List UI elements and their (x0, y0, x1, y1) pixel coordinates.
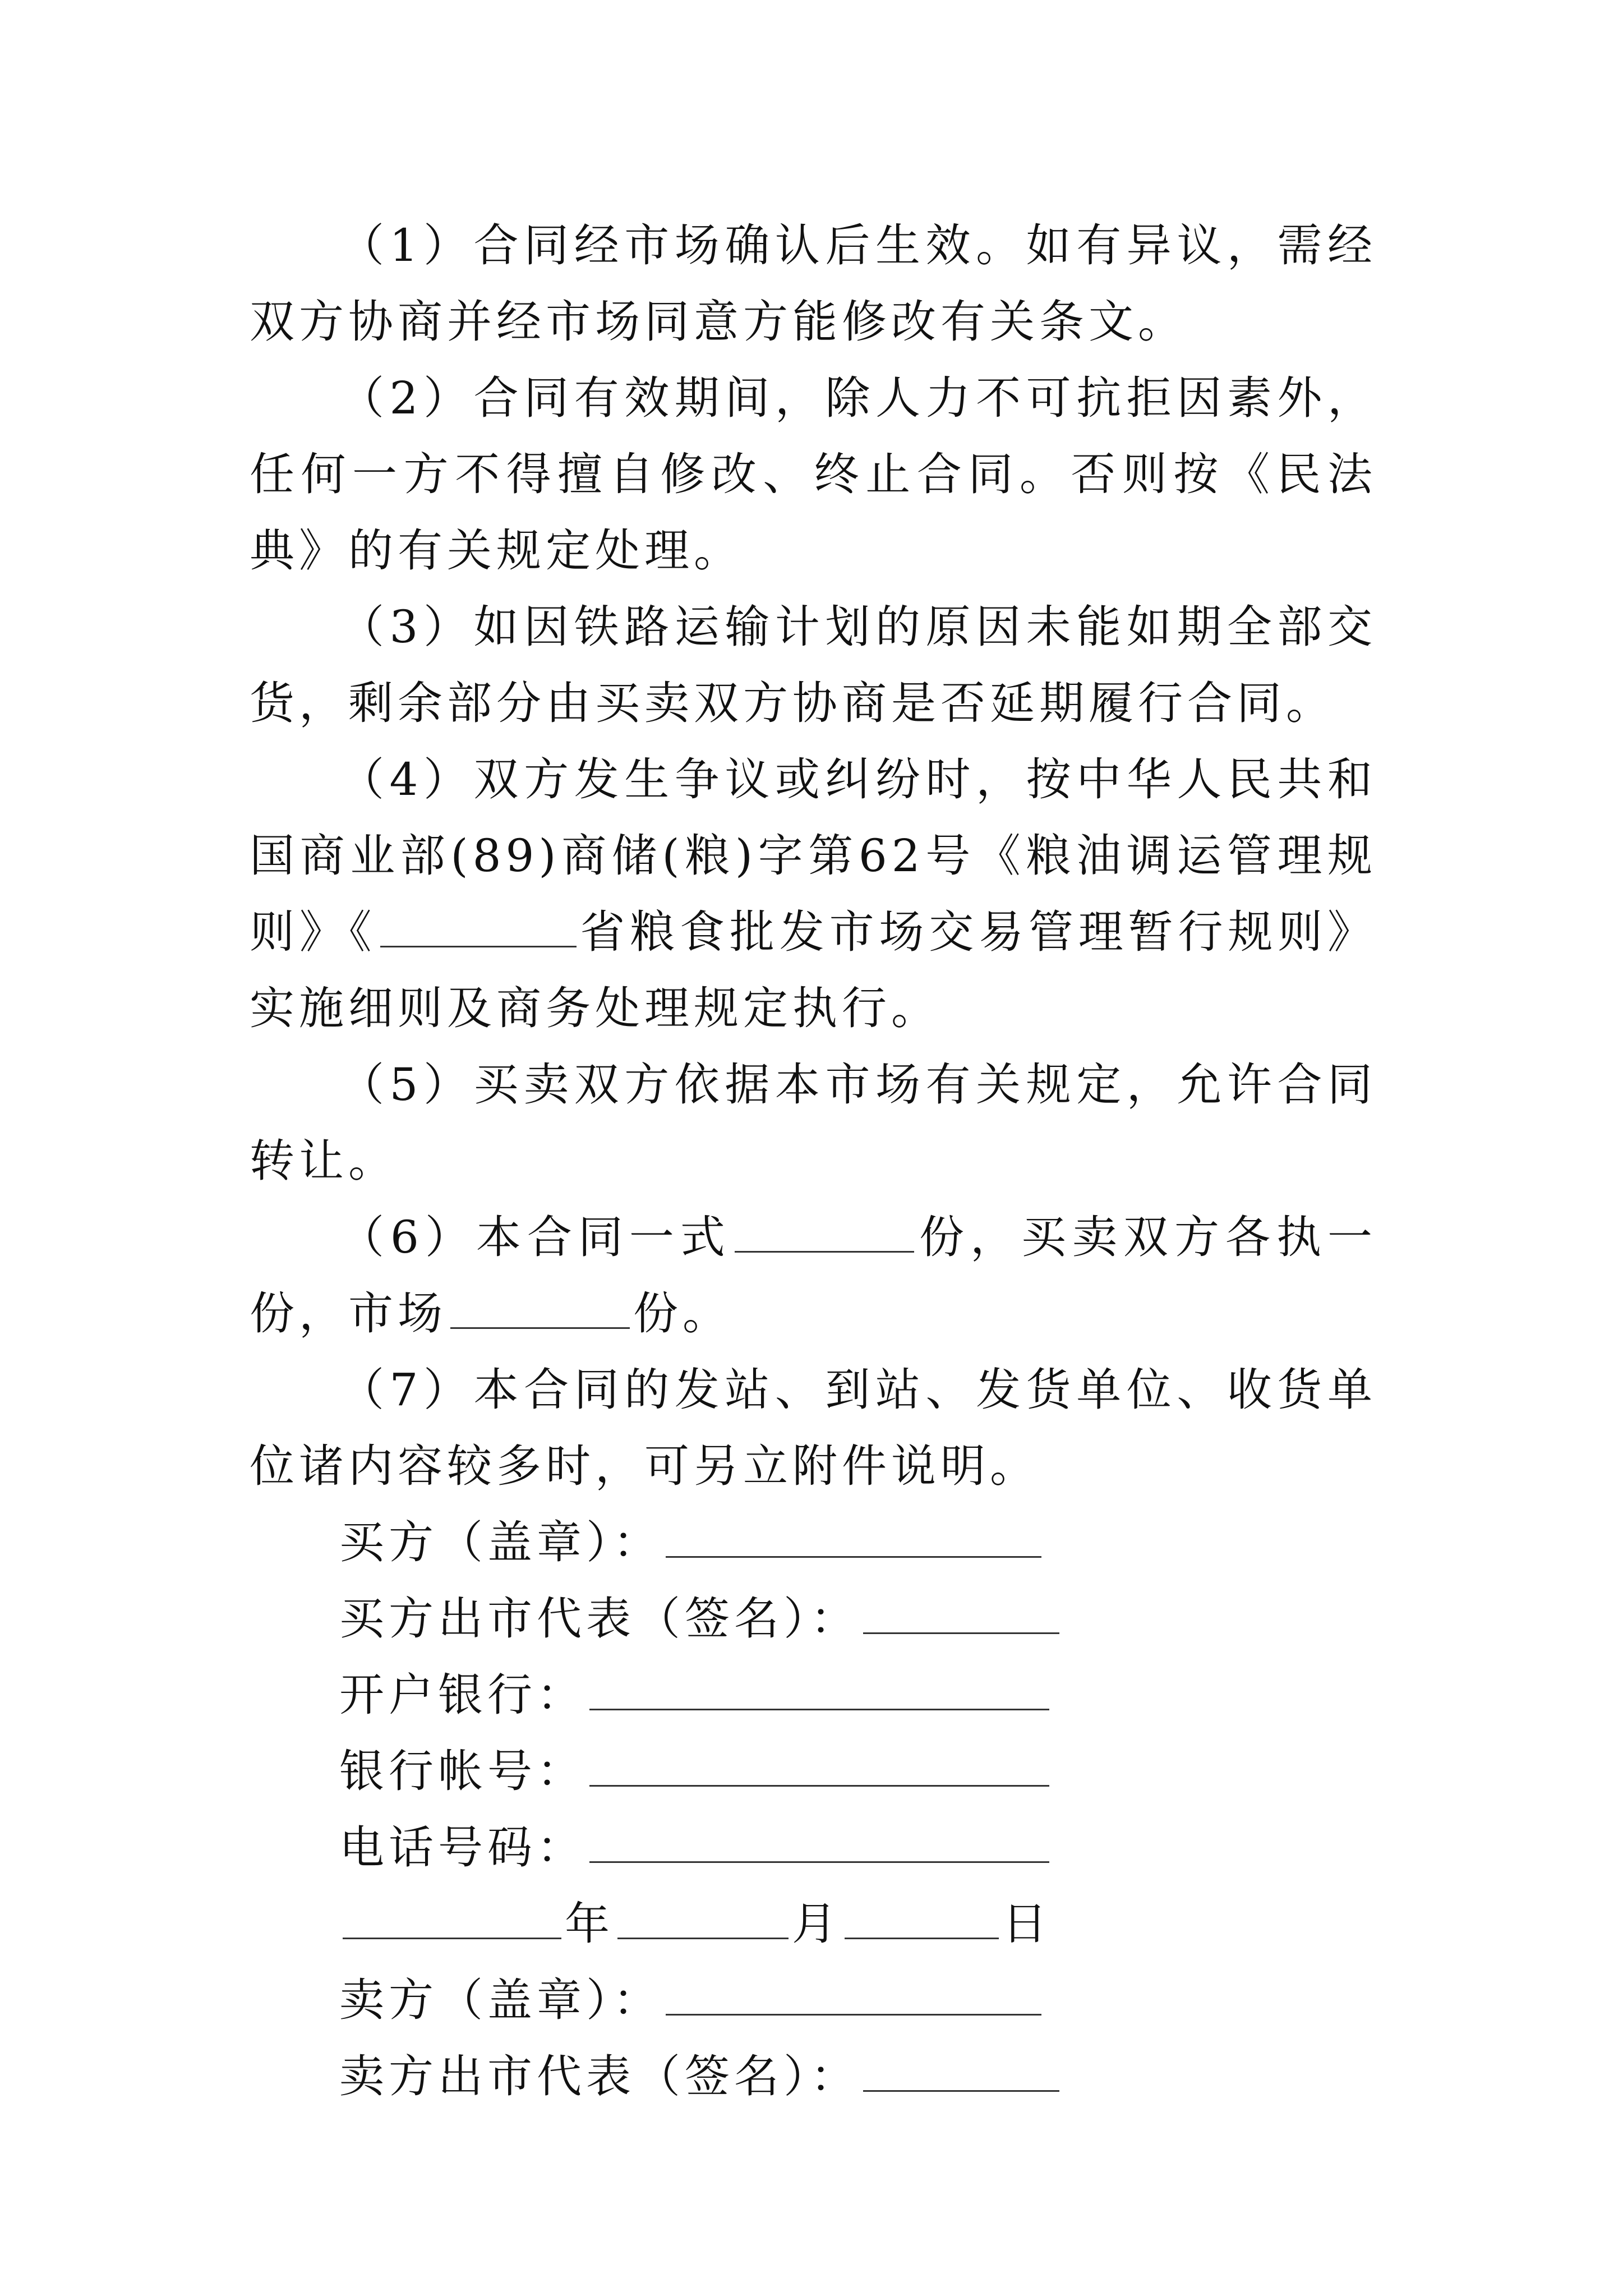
clause-1: （1）合同经市场确认后生效。如有异议，需经双方协商并经市场同意方能修改有关条文。 (250, 219, 1377, 348)
phone-row (339, 1810, 1377, 1886)
day-label: 日 (1002, 1898, 1052, 1950)
province-blank[interactable] (380, 895, 577, 947)
year-field[interactable] (343, 1887, 561, 1939)
seller-rep-row (339, 2039, 1377, 2115)
clause-4 (250, 742, 1377, 1047)
clause-4-text-before: （4）双方发生争议或纠纷时，按中华人民共和国商业部(89)商储(粮)字第62号《粮油调运管理规则》《 (250, 753, 1377, 958)
seller-stamp-label: 卖方（盖章）： (339, 1974, 662, 2026)
buyer-rep-label: 买方出市代表（签名）： (339, 1593, 860, 1645)
phone-label: 电话号码： (339, 1821, 586, 1874)
clause-3: （3）如因铁路运输计划的原因未能如期全部交货，剩余部分由买卖双方协商是否延期履行合同。 (250, 601, 1377, 729)
buyer-rep-row (339, 1581, 1377, 1657)
year-label: 年 (565, 1898, 614, 1950)
month-label: 月 (792, 1898, 841, 1950)
day-field[interactable] (845, 1887, 999, 1939)
bank-field[interactable] (589, 1658, 1049, 1710)
seller-rep-field[interactable] (863, 2040, 1059, 2092)
account-field[interactable] (589, 1734, 1049, 1787)
clause-6-text-middle: 份，买卖双方各执一份，市场 (250, 1211, 1377, 1340)
bank-row (339, 1657, 1377, 1733)
clause-6 (250, 1199, 1377, 1352)
month-field[interactable] (617, 1887, 789, 1939)
buyer-rep-field[interactable] (863, 1582, 1059, 1634)
clause-6-text-before: （6）本合同一式 (339, 1211, 731, 1263)
clause-4-text-after: 省粮食批发市场交易管理暂行规则》实施细则及商务处理规定执行。 (250, 906, 1377, 1034)
seller-stamp-row (339, 1962, 1377, 2039)
buyer-stamp-field[interactable] (666, 1506, 1041, 1558)
contract-terms (250, 208, 1377, 2115)
account-label: 银行帐号： (339, 1745, 586, 1797)
seller-stamp-field[interactable] (666, 1963, 1041, 2016)
clause-5: （5）买卖双方依据本市场有关规定，允许合同转让。 (250, 1059, 1377, 1187)
signature-block (250, 1504, 1377, 2115)
buyer-stamp-label: 买方（盖章）： (339, 1516, 662, 1568)
clause-7: （7）本合同的发站、到站、发货单位、收货单位诸内容较多时，可另立附件说明。 (250, 1364, 1377, 1492)
seller-rep-label: 卖方出市代表（签名）： (339, 2050, 860, 2102)
account-row (339, 1733, 1377, 1810)
phone-field[interactable] (589, 1811, 1049, 1863)
clause-6-text-after: 份。 (633, 1287, 732, 1340)
clause-2: （2）合同有效期间，除人力不可抗拒因素外，任何一方不得擅自修改、终止合同。否则按《民法典》的有关规定处理。 (250, 372, 1377, 577)
copies-market-blank[interactable] (450, 1277, 630, 1329)
buyer-stamp-row (339, 1504, 1377, 1581)
copies-total-blank[interactable] (735, 1200, 914, 1253)
bank-label: 开户银行： (339, 1669, 586, 1721)
date-row (339, 1886, 1377, 1962)
